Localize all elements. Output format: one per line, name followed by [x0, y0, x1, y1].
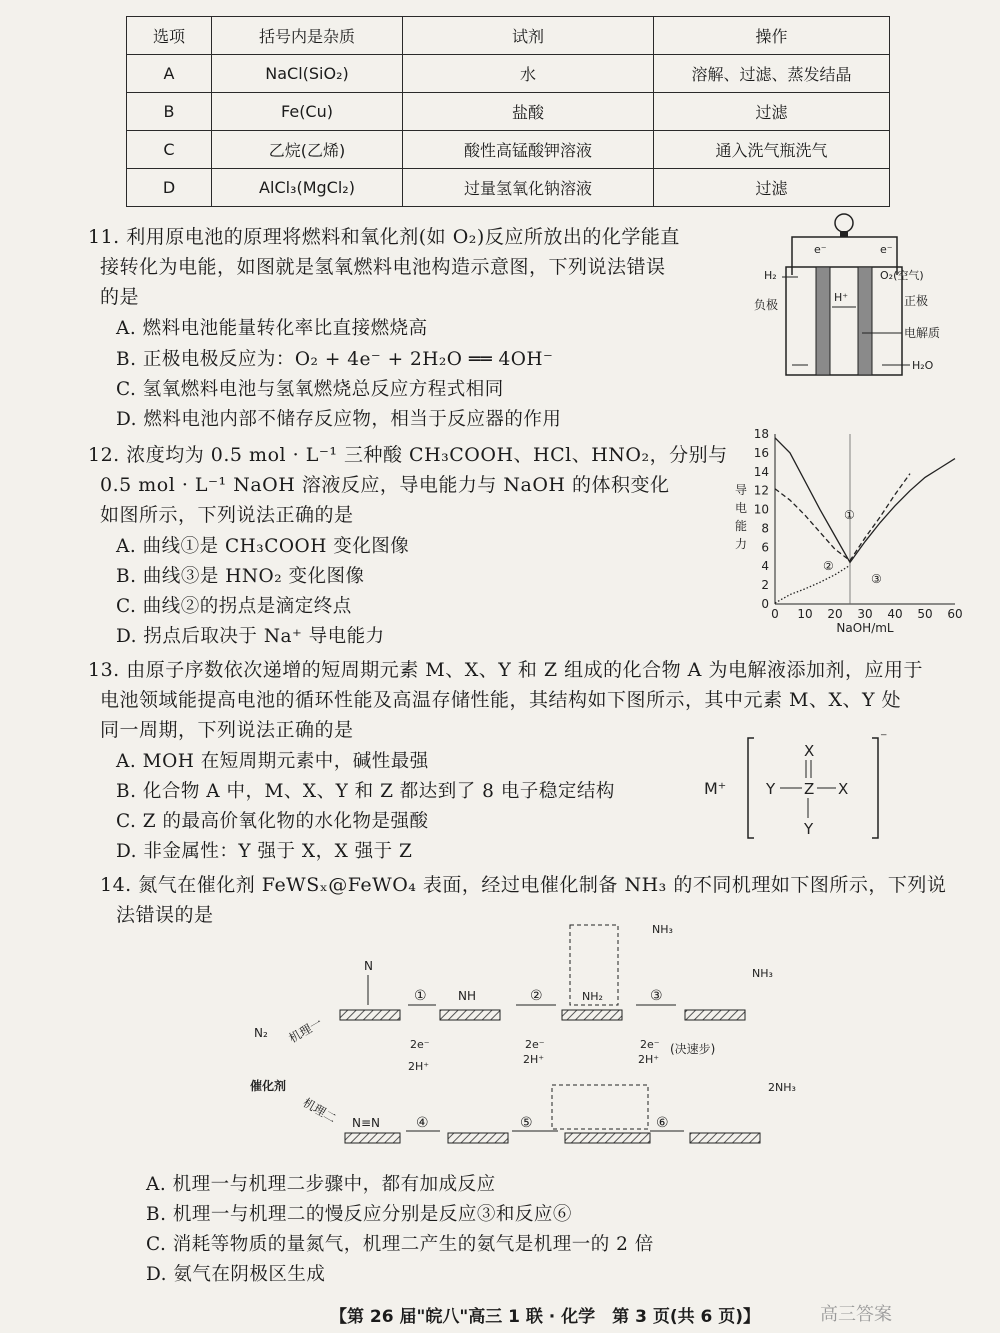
- table-cell: 酸性高锰酸钾溶液: [403, 131, 654, 169]
- table-cell: Fe(Cu): [212, 93, 403, 131]
- q12-stem-line: 如图所示，下列说法正确的是: [100, 504, 354, 526]
- y-tick-label: 4: [761, 559, 769, 574]
- q11-stem-line: 的是: [100, 286, 140, 308]
- catalyst-surface: [685, 1010, 745, 1020]
- catalyst-surface: [440, 1010, 500, 1020]
- atom-z-center: Z: [804, 780, 815, 798]
- x-tick-label: 60: [947, 607, 963, 621]
- table-cell: 乙烷(乙烯): [212, 131, 403, 169]
- table-header-row: [127, 17, 890, 55]
- o2-label: O₂(空气): [880, 269, 924, 282]
- table-header-cell: 试剂: [403, 17, 654, 55]
- table-cell: 盐酸: [403, 93, 654, 131]
- series-line: [775, 565, 850, 603]
- y-axis-label: 电: [735, 501, 748, 515]
- q11-stem-line: 接转化为电能，如图就是氢氧燃料电池构造示意图，下列说法错误: [100, 256, 666, 278]
- catalyst-label: 催化剂: [250, 1079, 287, 1093]
- y-tick-label: 0: [761, 597, 769, 611]
- table-header-cell: 选项: [127, 17, 212, 55]
- q14-stem-line: 法错误的是: [116, 904, 214, 926]
- cell-housing: [786, 267, 902, 375]
- hplus-label: H⁺: [834, 291, 849, 304]
- table-row: [127, 93, 890, 131]
- y-tick-label: 2: [761, 578, 769, 593]
- n2-label: N₂: [254, 1026, 268, 1040]
- q13-stem-line: 13. 由原子序数依次递增的短周期元素 M、X、Y 和 Z 组成的化合物 A 为电解液添加剂，应用于: [88, 659, 923, 681]
- q11-option-d: D. 燃料电池内部不储存反应物，相当于反应器的作用: [116, 409, 562, 430]
- bracket-left: [748, 738, 754, 838]
- table-cell: A: [127, 55, 212, 93]
- x-tick-label: 40: [887, 607, 903, 621]
- series-line: [775, 474, 910, 561]
- compound-a-structure: [700, 730, 900, 845]
- proton-label: 2H⁺: [638, 1053, 660, 1066]
- y-axis-label: 导: [735, 483, 748, 497]
- x-tick-label: 30: [857, 607, 873, 621]
- series-label: ③: [871, 572, 882, 587]
- electron-label: 2e⁻: [410, 1038, 430, 1051]
- electron-label: 2e⁻: [640, 1038, 660, 1051]
- q14-option-a: A. 机理一与机理二步骤中，都有加成反应: [146, 1174, 496, 1195]
- y-tick-label: 8: [761, 521, 769, 536]
- atom-y-bottom: Y: [804, 820, 814, 838]
- electron-label: 2e⁻: [525, 1038, 545, 1051]
- proton-label: 2H⁺: [523, 1053, 545, 1066]
- nh-label: NH: [458, 989, 476, 1003]
- fuel-cell-diagram: [752, 205, 952, 385]
- x-tick-label: 20: [827, 607, 843, 621]
- table-row: [127, 131, 890, 169]
- q10-table: [126, 16, 890, 207]
- q13-option-a: A. MOH 在短周期元素中，碱性最强: [116, 751, 429, 772]
- table-cell: 通入洗气瓶洗气: [654, 131, 890, 169]
- table-header-cell: 括号内是杂质: [212, 17, 403, 55]
- table-cell: 水: [403, 55, 654, 93]
- q12-option-a: A. 曲线①是 CH₃COOH 变化图像: [116, 536, 410, 557]
- step-label: ①: [414, 988, 427, 1004]
- x-tick-label: 10: [797, 607, 813, 621]
- y-axis-label: 力: [735, 537, 748, 551]
- q14-option-b: B. 机理一与机理二的慢反应分别是反应③和反应⑥: [146, 1204, 572, 1225]
- y-tick-label: 12: [753, 483, 769, 498]
- y-tick-label: 10: [753, 502, 769, 517]
- n-atom-label: N: [364, 959, 373, 973]
- q12-option-d: D. 拐点后取决于 Na⁺ 导电能力: [116, 626, 385, 647]
- q13-stem-line: 电池领域能提高电池的循环性能及高温存储性能，其结构如下图所示，其中元素 M、X、Y 处: [100, 689, 902, 711]
- cation-label: M⁺: [704, 779, 727, 798]
- table-cell: 过滤: [654, 93, 890, 131]
- nh3-release-label: NH₃: [752, 967, 773, 980]
- table-row: [127, 169, 890, 207]
- x-axis-label: NaOH/mL: [836, 621, 894, 635]
- electron-left-label: e⁻: [814, 243, 827, 256]
- x-tick-label: 0: [771, 607, 779, 621]
- q11-option-c: C. 氢氧燃料电池与氢氧燃烧总反应方程式相同: [116, 379, 504, 400]
- y-tick-label: 18: [753, 427, 769, 441]
- n-triple-n-label: N≡N: [352, 1116, 381, 1130]
- q13-stem-line: 同一周期，下列说法正确的是: [100, 719, 354, 741]
- proton-label: 2H⁺: [408, 1060, 430, 1073]
- catalyst-surface: [690, 1133, 760, 1143]
- q12-option-c: C. 曲线②的拐点是滴定终点: [116, 596, 352, 617]
- q14-stem-line: 14. 氮气在催化剂 FeWSₓ@FeWO₄ 表面，经过电催化制备 NH₃ 的不同机理如下图所示，下列说: [100, 874, 947, 896]
- atom-x-right: X: [838, 780, 849, 798]
- bulb-icon: [835, 214, 853, 232]
- positive-pole-label: 正极: [904, 294, 929, 308]
- catalyst-surface: [448, 1133, 508, 1143]
- two-nh3-label: 2NH₃: [768, 1081, 796, 1094]
- table-cell: B: [127, 93, 212, 131]
- negative-pole-label: 负极: [754, 298, 779, 312]
- watermark: 高三答案: [820, 1304, 892, 1325]
- table-cell: 过滤: [654, 169, 890, 207]
- q13-option-c: C. Z 的最高价氧化物的水化物是强酸: [116, 811, 429, 832]
- atom-y-left: Y: [766, 780, 776, 798]
- mechanism-1-label: 机理一: [286, 1015, 325, 1046]
- y-axis-label: 能: [735, 519, 748, 533]
- q11-option-a: A. 燃料电池能量转化率比直接燃烧高: [116, 318, 428, 339]
- table-header-cell: 操作: [654, 17, 890, 55]
- q12-option-b: B. 曲线③是 HNO₂ 变化图像: [116, 566, 365, 587]
- conductivity-chart: [725, 420, 975, 642]
- nh3-release-label: NH₃: [652, 923, 673, 936]
- x-tick-label: 50: [917, 607, 933, 621]
- electron-right-label: e⁻: [880, 243, 893, 256]
- page-footer: 【第 26 届"皖八"高三 1 联 · 化学 第 3 页(共 6 页)】: [330, 1307, 761, 1327]
- nh2-label: NH₂: [582, 990, 603, 1003]
- atom-x-top: X: [804, 742, 815, 760]
- rate-determining-note: (决速步): [670, 1042, 716, 1056]
- step-label: ⑥: [656, 1115, 669, 1131]
- h2-label: H₂: [764, 269, 777, 282]
- table-cell: AlCl₃(MgCl₂): [212, 169, 403, 207]
- step-label: ⑤: [520, 1115, 533, 1131]
- intermediate-box: [552, 1085, 648, 1129]
- q11-stem-line: 11. 利用原电池的原理将燃料和氧化剂(如 O₂)反应所放出的化学能直: [88, 226, 680, 248]
- table-cell: NaCl(SiO₂): [212, 55, 403, 93]
- q12-stem-line: 0.5 mol · L⁻¹ NaOH 溶液反应，导电能力与 NaOH 的体积变化: [100, 474, 670, 496]
- step-label: ③: [650, 988, 663, 1004]
- negative-electrode: [816, 267, 830, 375]
- step-label: ④: [416, 1115, 429, 1131]
- table-cell: 过量氢氧化钠溶液: [403, 169, 654, 207]
- table-row: [127, 55, 890, 93]
- table-cell: C: [127, 131, 212, 169]
- q13-option-b: B. 化合物 A 中，M、X、Y 和 Z 都达到了 8 电子稳定结构: [116, 781, 615, 802]
- bracket-right: [872, 738, 878, 838]
- anion-charge: ⁻: [880, 730, 888, 746]
- q11-option-b: B. 正极电极反应为：O₂ + 4e⁻ + 2H₂O ══ 4OH⁻: [116, 349, 554, 370]
- y-tick-label: 6: [761, 540, 769, 555]
- catalyst-surface: [340, 1010, 400, 1020]
- water-label: H₂O: [912, 359, 934, 372]
- catalyst-surface: [562, 1010, 622, 1020]
- y-tick-label: 16: [753, 445, 769, 460]
- catalyst-surface: [345, 1133, 400, 1143]
- mechanism-2-label: 机理二: [300, 1095, 339, 1126]
- positive-electrode: [858, 267, 872, 375]
- q13-option-d: D. 非金属性：Y 强于 X，X 强于 Z: [116, 841, 413, 862]
- table-cell: 溶解、过滤、蒸发结晶: [654, 55, 890, 93]
- q12-stem-line: 12. 浓度均为 0.5 mol · L⁻¹ 三种酸 CH₃COOH、HCl、HNO₂，分别与: [88, 444, 728, 466]
- q14-option-d: D. 氨气在阴极区生成: [146, 1264, 326, 1285]
- y-tick-label: 14: [753, 464, 769, 479]
- catalyst-surface: [565, 1133, 650, 1143]
- q14-option-c: C. 消耗等物质的量氮气，机理二产生的氨气是机理一的 2 倍: [146, 1234, 654, 1255]
- step-label: ②: [530, 988, 543, 1004]
- bulb-base: [840, 231, 848, 237]
- series-label: ①: [844, 508, 855, 522]
- series-label: ②: [823, 559, 834, 573]
- mechanism-diagram: [240, 905, 800, 1160]
- table-cell: D: [127, 169, 212, 207]
- electrolyte-label: 电解质: [904, 326, 941, 340]
- series-line: [775, 438, 955, 563]
